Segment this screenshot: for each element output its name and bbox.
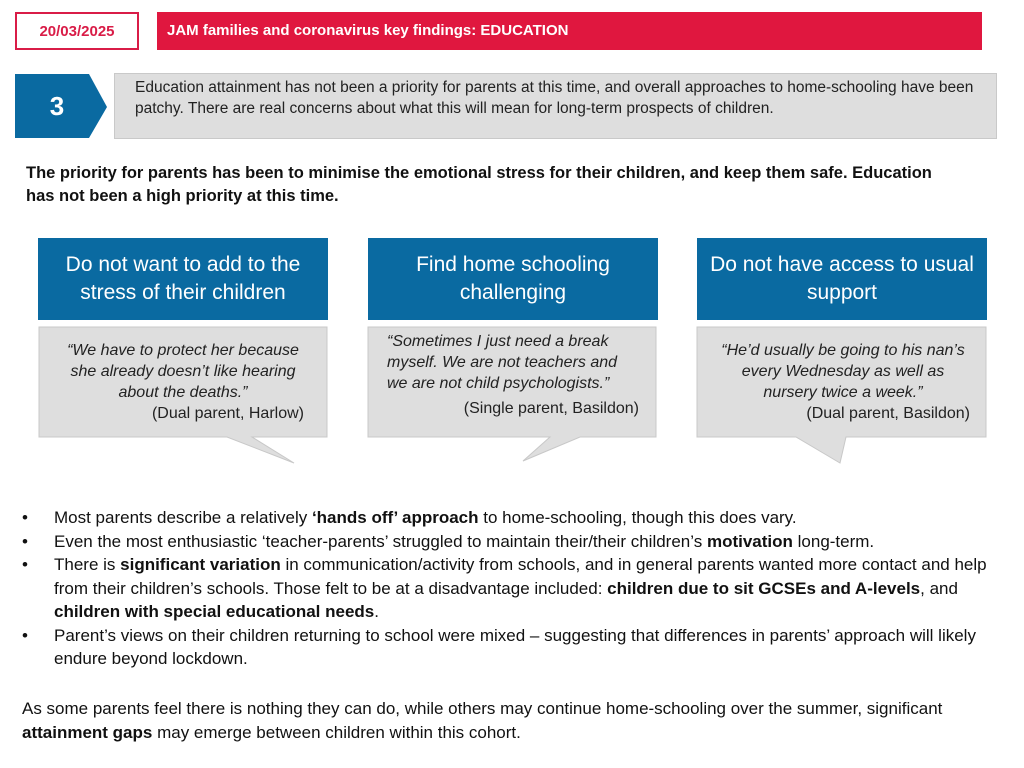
page-title: JAM families and coronavirus key findings: EDUCATION (157, 12, 982, 50)
conclusion-text: As some parents feel there is nothing they can do, while others may continue home-schooling over the summer, significant attainment gaps may emerge between children within this cohort. (22, 699, 943, 742)
quote-text: “Sometimes I just need a break myself. We are not teachers and we are not child psychologists.” (387, 333, 618, 392)
quote-source: (Single parent, Basildon) (463, 400, 639, 417)
quote-source: (Dual parent, Basildon) (806, 405, 970, 422)
list-item: • There is significant variation in communication/activity from schools, and in general parents wanted more contact and help from their children’s schools. Those felt to be at a disadvantage included: children due to sit GCSEs and A-levels, and children with special educational needs. (22, 555, 987, 621)
bullet-icon: • (22, 508, 28, 527)
quote-bubble-support (696, 326, 986, 465)
list-item: • Parent’s views on their children returning to school were mixed – suggesting that differences in parents’ approach will likely endure beyond lockdown. (22, 625, 976, 668)
intro-text: The priority for parents has been to minimise the emotional stress for their children, and keep them safe. Education has not been a high priority at this time. (26, 164, 932, 205)
list-item: • Most parents describe a relatively ‘hands off’ approach to home-schooling, though this does vary. (22, 506, 1022, 530)
bullet-icon: • (22, 531, 28, 551)
quote-bubble-stress (38, 326, 328, 465)
card-heading-schooling: Find home schooling challenging (368, 238, 658, 320)
quote-text: “He’d usually be going to his nan’s every Wednesday as well as nursery twice a week.” (721, 342, 965, 401)
quote-text: “We have to protect her because she already doesn’t like hearing about the deaths.” (67, 342, 299, 401)
findings-list (22, 506, 1022, 671)
date-label: 20/03/2025 (15, 12, 139, 50)
quote-bubble-schooling (367, 326, 657, 465)
card-heading-stress: Do not want to add to the stress of their children (38, 238, 328, 320)
section-number: 3 (49, 90, 65, 121)
bullet-icon: • (22, 555, 28, 574)
list-item: • Even the most enthusiastic ‘teacher-parents’ struggled to maintain their/their children’s motivation long-term. (22, 530, 1022, 554)
card-heading-support: Do not have access to usual support (697, 238, 987, 320)
bullet-icon: • (22, 625, 28, 645)
quote-source: (Dual parent, Harlow) (151, 405, 304, 422)
section-summary: Education attainment has not been a priority for parents at this time, and overall approaches to home-schooling have been patchy. There are real concerns about what this will mean for long-term prospects of children. (114, 73, 997, 139)
